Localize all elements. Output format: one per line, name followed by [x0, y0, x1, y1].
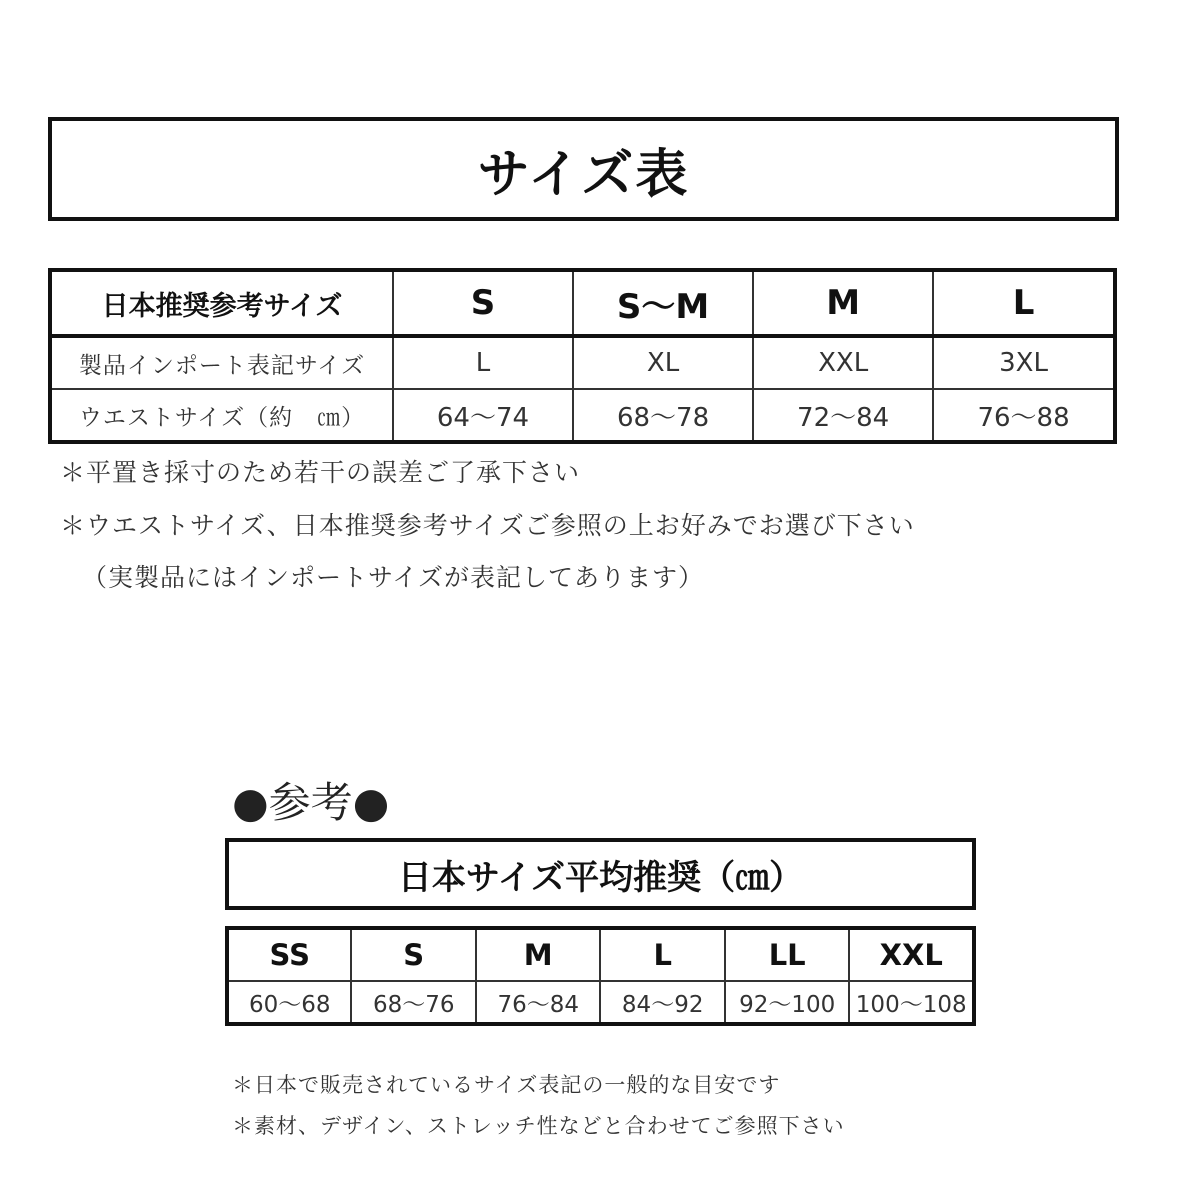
note-material: ＊素材、デザイン、ストレッチ性などと合わせてご参照下さい: [232, 1114, 845, 1138]
size-cell: SS: [227, 928, 351, 981]
note-measurement: ＊平置き採寸のため若干の誤差ご了承下さい: [60, 458, 581, 487]
value-cell: 60～68: [227, 981, 351, 1024]
import-size-cell: 3XL: [933, 336, 1115, 389]
value-cell: 68～76: [351, 981, 475, 1024]
reference-heading: ●参考●: [232, 778, 390, 827]
size-cell: XXL: [849, 928, 974, 981]
size-cell: LL: [725, 928, 849, 981]
note-general-guide: ＊日本で販売されているサイズ表記の一般的な目安です: [232, 1073, 781, 1097]
size-chart-title-box: [48, 117, 1119, 221]
header-label: 日本推奨参考サイズ: [50, 270, 393, 336]
page-title: サイズ表: [477, 144, 690, 205]
size-cell: M: [753, 270, 933, 336]
table-header-row: [227, 928, 974, 981]
japan-size-table: [225, 926, 976, 1026]
import-size-label: 製品インポート表記サイズ: [50, 336, 393, 389]
value-cell: 92～100: [725, 981, 849, 1024]
value-cell: 76～84: [476, 981, 600, 1024]
size-cell: S: [351, 928, 475, 981]
table-row: [50, 336, 1115, 389]
waist-cell: 68～78: [573, 389, 753, 442]
reference-title-box: [225, 838, 976, 910]
size-cell: L: [933, 270, 1115, 336]
value-cell: 100～108: [849, 981, 974, 1024]
size-cell: S: [393, 270, 573, 336]
waist-size-label: ウエストサイズ（約 ㎝）: [50, 389, 393, 442]
import-size-cell: L: [393, 336, 573, 389]
import-size-cell: XL: [573, 336, 753, 389]
waist-cell: 76～88: [933, 389, 1115, 442]
import-size-cell: XXL: [753, 336, 933, 389]
table-row: [50, 389, 1115, 442]
note-selection: ＊ウエストサイズ、日本推奨参考サイズご参照の上お好みでお選び下さい: [60, 511, 915, 540]
reference-table-title: 日本サイズ平均推奨（㎝）: [397, 857, 804, 898]
value-cell: 84～92: [600, 981, 724, 1024]
table-row: [227, 981, 974, 1024]
note-import-size: （実製品にはインポートサイズが表記してあります）: [82, 563, 705, 592]
waist-cell: 72～84: [753, 389, 933, 442]
waist-cell: 64～74: [393, 389, 573, 442]
table-header-row: [50, 270, 1115, 336]
size-cell: S～M: [573, 270, 753, 336]
size-chart-table: [48, 268, 1117, 444]
size-cell: M: [476, 928, 600, 981]
size-cell: L: [600, 928, 724, 981]
